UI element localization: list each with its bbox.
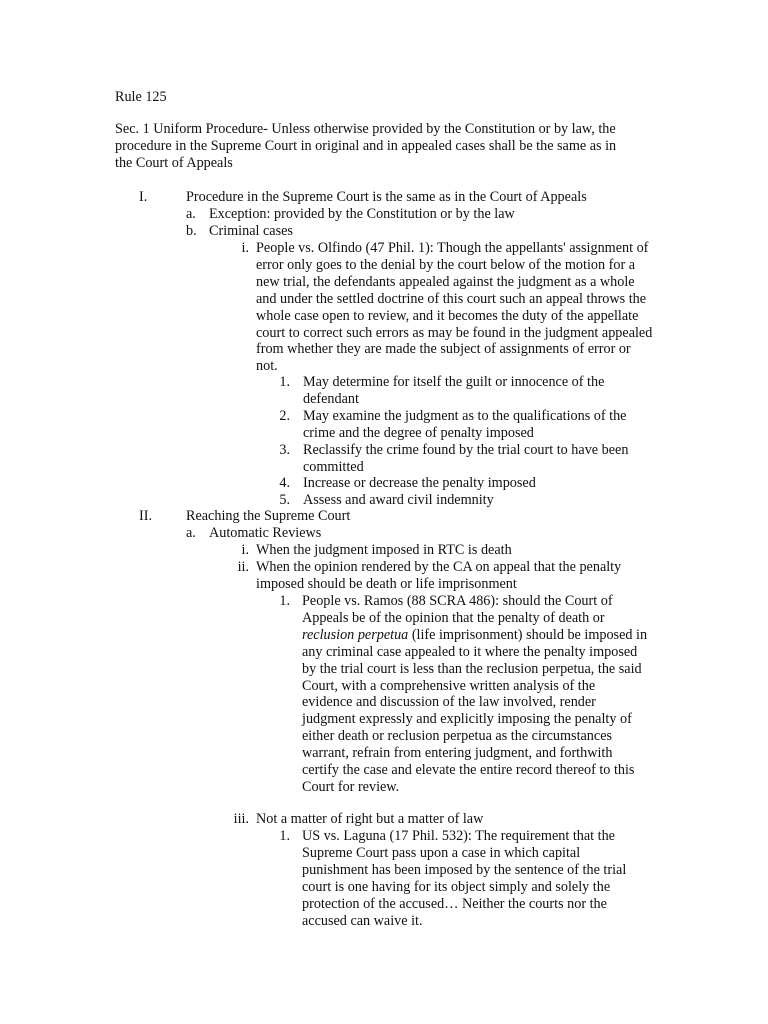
outline-text: Reaching the Supreme Court	[186, 508, 351, 524]
outline-number: 3.	[279, 441, 290, 458]
outline-item-II-a-ii	[209, 559, 655, 593]
outline-number: a.	[186, 525, 196, 541]
outline-number: 2.	[279, 407, 290, 424]
outline-item-I-b-i	[209, 240, 655, 375]
outline-text: US vs. Laguna (17 Phil. 532): The requirement that the Supreme Court pass upon a case in which capital punishment has been imposed by the sentence of the trial court is one having for its object simply and solely the protection of the accused… Neither the courts nor the accused can waive it.	[302, 828, 627, 929]
case-text-after: (life imprisonment) should be imposed in any criminal case appealed to it where the penalty imposed by the trial court is less than the reclusion perpetua, the said Court, with a comprehensive written analysis of the evidence and discussion of the law involved, render judgment expressly and explicitly imposing the penalty of either death or reclusion perpetua as the circumstances warrant, refrain from entering judgment, and forthwith certify the case and elevate the entire record thereof to this Court for review.	[302, 626, 648, 795]
outline-number: i.	[241, 240, 249, 256]
outline-number: 1.	[279, 374, 290, 390]
outline-number: 4.	[279, 475, 290, 492]
outline-text: Reclassify the crime found by the trial court to have been committed	[303, 441, 629, 475]
rule-title: Rule 125	[115, 89, 167, 105]
list-item	[256, 408, 636, 442]
outline-number: 5.	[279, 492, 290, 509]
outline-item-II	[115, 508, 635, 525]
outline-number: a.	[186, 206, 196, 222]
list-item	[256, 492, 636, 509]
outline-item-II-a-i	[209, 542, 655, 559]
outline-text: When the opinion rendered by the CA on appeal that the penalty imposed should be death or life imprisonment	[256, 559, 622, 592]
outline-number: 1.	[279, 593, 290, 609]
outline-text: People vs. Olfindo (47 Phil. 1): Though the appellants' assignment of error only goes to the denial by the court below of the motion for a new trial, the defendants appealed against the judgment as a whole and under the settled doctrine of this court such an appeal throws the whole case open to review, and it becomes the duty of the appellate court to correct such errors as may be found in the judgment appealed from whether they are made the subject of assignments of error or not.	[256, 240, 653, 375]
outline-item-I-b	[186, 223, 635, 240]
outline-text: May determine for itself the guilt or innocence of the defendant	[303, 374, 605, 407]
list-item	[256, 475, 636, 492]
outline-text: When the judgment imposed in RTC is death	[256, 542, 512, 558]
case-text-italic: reclusion perpetua	[302, 626, 409, 643]
outline-number: b.	[186, 223, 197, 239]
outline-text: Criminal cases	[209, 223, 293, 239]
numbered-list	[256, 374, 636, 509]
outline-number: iii.	[233, 811, 249, 827]
list-item	[256, 374, 636, 408]
outline-text: Procedure in the Supreme Court is the same as in the Court of Appeals	[186, 189, 587, 205]
outline-text: Assess and award civil indemnity	[303, 492, 494, 509]
outline-number: 1.	[279, 828, 290, 844]
case-text-before: People vs. Ramos (88 SCRA 486): should the Court of Appeals be of the opinion that the penalty of death or	[302, 593, 613, 626]
outline-number: i.	[241, 542, 249, 558]
outline-item-I	[115, 189, 635, 206]
list-item	[256, 442, 636, 476]
section-1-paragraph: Sec. 1 Uniform Procedure- Unless otherwise provided by the Constitution or by law, the procedure in the Supreme Court in original and in appealed cases shall be the same as in the Court of Appeals	[115, 121, 617, 171]
outline-number: I.	[139, 189, 148, 205]
outline-text: Not a matter of right but a matter of law	[256, 811, 484, 827]
outline-text: Increase or decrease the penalty imposed	[303, 475, 536, 492]
outline-item-II-a-ii-1	[256, 593, 648, 796]
outline-text	[302, 593, 648, 796]
outline-number: II.	[139, 508, 152, 524]
outline-item-II-a-iii	[209, 811, 655, 828]
outline-text: Exception: provided by the Constitution or by the law	[209, 206, 515, 222]
outline-item-II-a-iii-1	[256, 828, 648, 929]
outline-item-I-a	[186, 206, 635, 223]
outline-text: Automatic Reviews	[209, 525, 322, 541]
outline-item-II-a	[186, 525, 635, 542]
outline-number: ii.	[237, 559, 249, 575]
outline-text: May examine the judgment as to the qualifications of the crime and the degree of penalty imposed	[303, 407, 627, 441]
